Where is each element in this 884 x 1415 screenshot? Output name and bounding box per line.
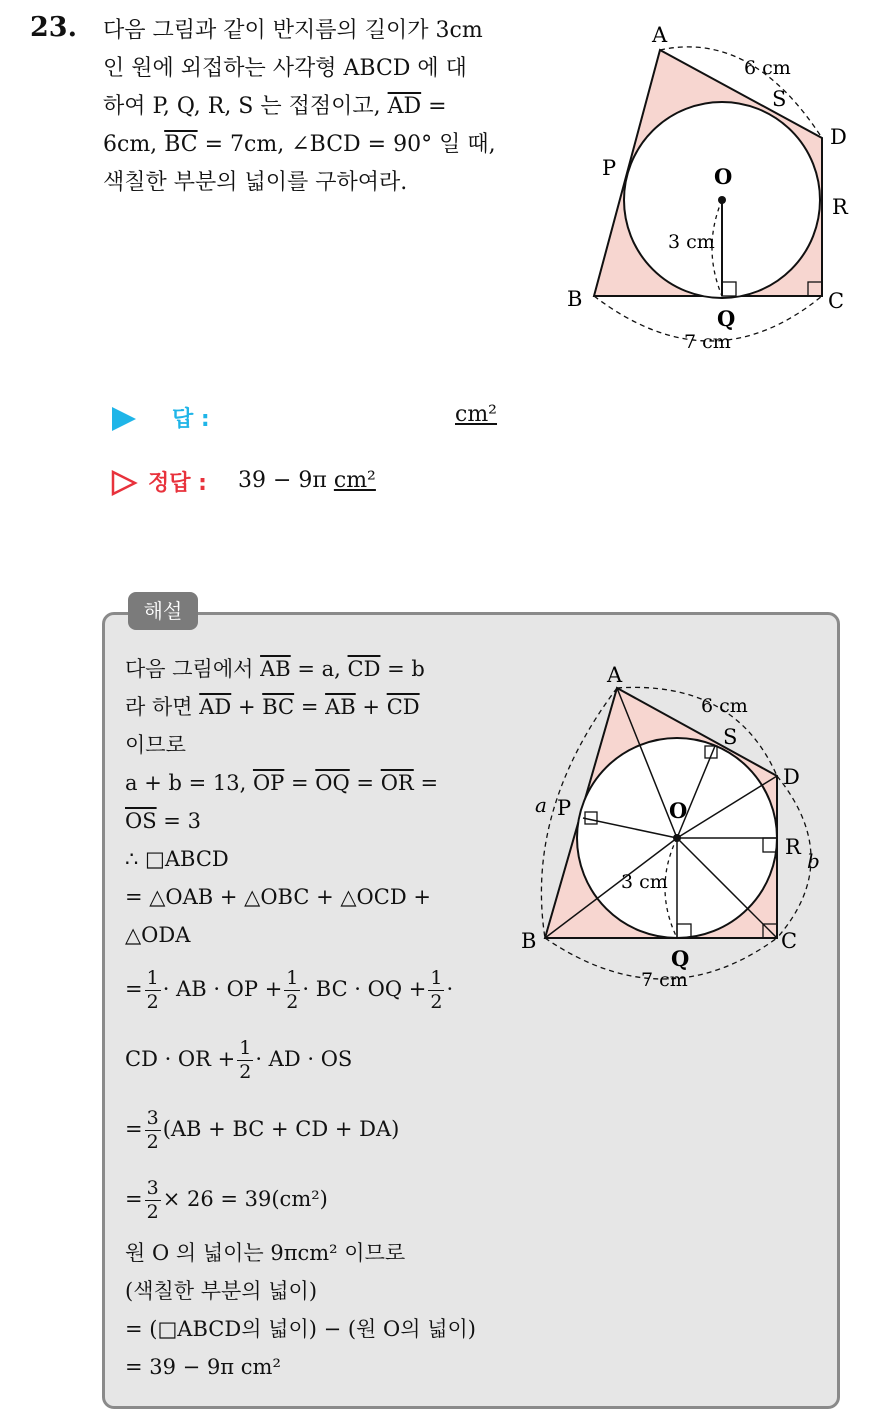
answer-label: 답 :	[172, 407, 210, 432]
length-ad: 6 cm	[744, 57, 791, 79]
label-c: C	[828, 289, 845, 313]
solution-badge: 해설	[128, 592, 198, 630]
fig2-length-bc: 7 cm	[641, 969, 688, 990]
label-q: Q	[717, 306, 736, 331]
solution-line-9: = $\frac{1}{2}$ · AB · OP + $\frac{1}{2}$ · BC · OQ + $\frac{1}{2}$ ·	[125, 967, 454, 1013]
fig2-label-r: R	[785, 835, 801, 859]
fig2-label-c: C	[781, 929, 798, 953]
fig2-label-p: P	[557, 796, 572, 820]
fig2-length-radius: 3 cm	[621, 871, 668, 893]
solution-line-11: = $\frac{3}{2}$ (AB + BC + CD + DA)	[125, 1107, 400, 1153]
question-line-4: 6cm, $\overline{BC} = 7cm$, ∠BCD = 90° 일 때,	[103, 132, 496, 157]
solution-line-12: = $\frac{3}{2}$ × 26 = 39(cm²)	[125, 1177, 328, 1223]
fig2-label-o: O	[669, 798, 688, 823]
question-line-2: 인 원에 외접하는 사각형 ABCD 에 대	[103, 56, 467, 81]
label-o: O	[714, 164, 733, 189]
solution-line-8: △ODA	[125, 923, 191, 947]
play-icon	[110, 406, 138, 432]
label-a: A	[652, 23, 668, 47]
question-line-3: 하여 P, Q, R, S 는 접점이고, $\overline{AD}$ =	[103, 94, 447, 119]
solution-line-14: (색칠한 부분의 넓이)	[125, 1279, 318, 1303]
fig2-label-side-b: b	[807, 849, 820, 873]
solution-line-2: 라 하면 $\overline{AD} + \overline{BC} = \overline{AB} + \overline{CD}$	[125, 695, 420, 719]
fig2-label-s: S	[723, 725, 738, 749]
fig2-label-b: B	[521, 929, 537, 953]
solution-line-3: 이므로	[125, 733, 186, 757]
correct-answer-value: 39 − 9π cm²	[238, 468, 376, 493]
question-line-1: 다음 그림과 같이 반지름의 길이가 3cm	[103, 18, 483, 43]
solution-line-15: = (□ABCD의 넓이) − (원 O의 넓이)	[125, 1317, 476, 1341]
answer-unit[interactable]: cm²	[455, 402, 498, 427]
problem-figure	[562, 18, 862, 358]
fig2-label-q: Q	[671, 946, 690, 971]
fig2-label-d: D	[783, 765, 800, 789]
solution-line-10: CD · OR + $\frac{1}{2}$ · AD · OS	[125, 1037, 353, 1083]
solution-line-6: ∴ □ABCD	[125, 847, 229, 871]
length-radius: 3 cm	[668, 231, 715, 253]
solution-line-4: a + b = 13, $\overline{OP} = \overline{OQ} = \overline{OR}$ =	[125, 771, 439, 795]
solution-line-13: 원 O 의 넓이는 9πcm² 이므로	[125, 1241, 406, 1265]
correct-answer-row	[110, 466, 530, 506]
label-r: R	[832, 195, 848, 219]
solution-line-7: = △OAB + △OBC + △OCD +	[125, 885, 431, 909]
label-s: S	[772, 87, 787, 111]
answer-row	[110, 400, 530, 440]
fig2-length-ad: 6 cm	[701, 695, 748, 717]
label-d: D	[830, 125, 847, 149]
solution-text	[125, 650, 515, 1386]
segment-ad: $\overline{AD}$	[387, 94, 422, 119]
solution-line-5: $\overline{OS} = 3$	[125, 809, 201, 833]
question-number: 23.	[30, 12, 77, 43]
label-b: B	[567, 287, 583, 311]
fig2-label-side-a: a	[535, 793, 547, 817]
length-bc: 7 cm	[684, 331, 731, 353]
fig2-label-a: A	[607, 663, 623, 687]
segment-bc: $\overline{BC}$	[164, 132, 198, 157]
solution-line-1: 다음 그림에서 $\overline{AB} = a$, $\overline{CD} = b$	[125, 657, 425, 681]
question-text	[103, 12, 543, 202]
question-line-5: 색칠한 부분의 넓이를 구하여라.	[103, 170, 408, 195]
label-p: P	[602, 156, 617, 180]
play-outline-icon	[110, 470, 138, 496]
solution-figure	[515, 660, 840, 990]
solution-line-16: = 39 − 9π cm²	[125, 1355, 281, 1379]
correct-answer-label: 정답 :	[148, 471, 207, 496]
